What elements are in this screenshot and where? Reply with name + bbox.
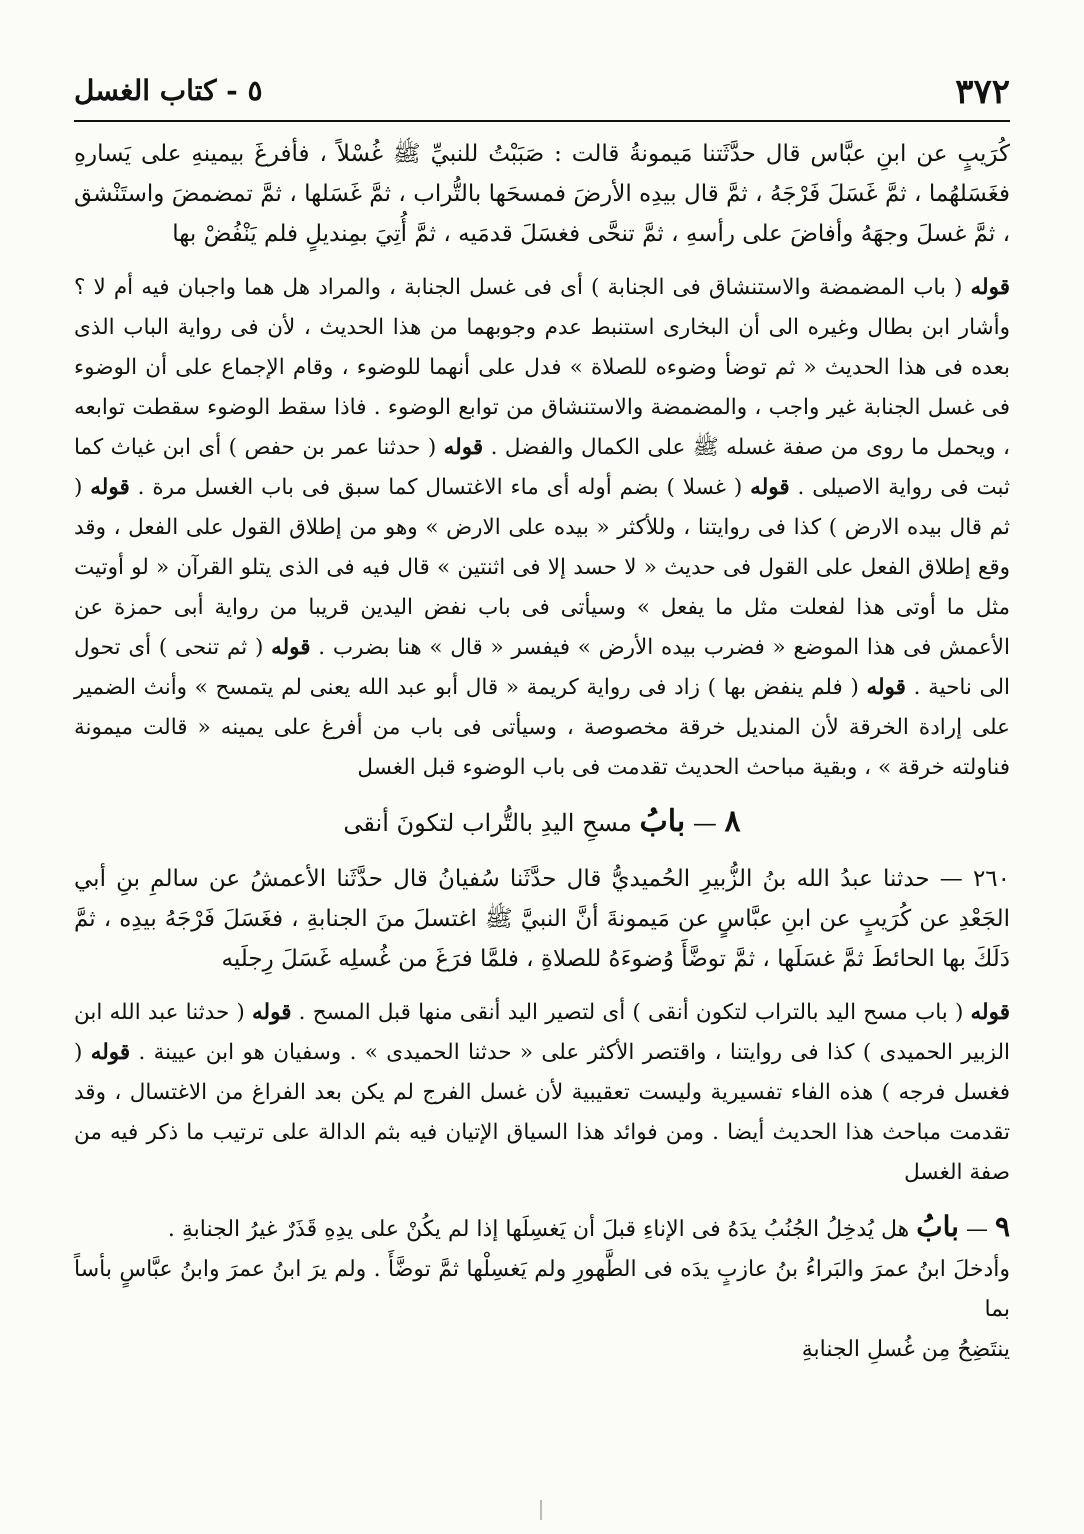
header-divider [74, 120, 1010, 122]
commentary-text: ( حدثنا عبد الله ابن الزبير الحميدى ) كذا فى روايتنا ، واقتصر الأكثر على « حدثنا الحميدى » . وسفيان هو ابن عيينة . [74, 1000, 1010, 1065]
chapter-bab-word: بابُ [916, 1210, 959, 1243]
commentary-text: ( باب مسح اليد بالتراب لتكون أنقى ) أى لتصير اليد أنقى منها قبل المسح . [291, 1000, 971, 1025]
commentary-text: ( حدثنا عمر بن حفص ) أى ابن غياث كما ثبت فى رواية الاصيلى . [74, 435, 1010, 500]
chapter-dash: — [965, 1217, 988, 1242]
chapter-9-line-2: وأدخلَ ابنُ عمرَ والبَراءُ بنُ عازبٍ يدَه فى الطَّهورِ ولم يَغسِلْها ثمَّ توضَّأَ . ولم يرَ ابنُ عمرَ وابنُ عبَّاسٍ بأساً بما [74, 1257, 1010, 1322]
chapter-heading-8 [74, 802, 1010, 843]
chapter-9-line-3: ينتَضِحُ مِن غُسلِ الجنابةِ [801, 1337, 1010, 1362]
chapter-bab-word: بابُ [639, 804, 686, 839]
running-chapter-title: ٥ - كتاب الغسل [74, 74, 263, 107]
qawluh-marker: قوله [90, 1040, 131, 1065]
qawluh-marker: قوله [970, 275, 1010, 300]
commentary-text: ( غسلا ) بضم أوله أى ماء الاغتسال كما سبق فى باب الغسل مرة . [129, 475, 751, 500]
qawluh-marker: قوله [750, 475, 790, 500]
commentary-text: ( ثم تنحى ) أى تحول الى ناحية . [74, 635, 1011, 700]
qawluh-marker: قوله [866, 675, 906, 700]
page-crease-mark [540, 1500, 542, 1520]
qawluh-marker: قوله [443, 435, 484, 460]
commentary-text: ( ثم قال بيده الارض ) كذا فى روايتنا ، وللأكثر « بيده على الارض » وهو من إطلاق القول على الفعل ، وقد وقع إطلاق الفعل على القول فى حديث « لا حسد إلا فى اثنتين » قال فيه فى الذى يتلو القرآن « لو أوتيت مثل ما أوتى هذا لفعلت مثل ما يفعل » وسيأتى فى باب نفض اليدين قريبا من رواية أبى حمزة عن الأعمش فى هذا الموضع « فضرب بيده الأرض » فيفسر « قال » هنا بضرب . [74, 475, 1010, 660]
chapter-9-line-1 [74, 1207, 1010, 1250]
commentary-text: ( باب المضمضة والاستنشاق فى الجنابة ) أى فى غسل الجنابة ، والمراد هل هما واجبان فيه أم لا ؟ وأشار ابن بطال وغيره الى أن البخارى استنبط عدم وجوبهما من هذا الحديث ، لأن فى رواية الباب الذى بعده فى هذا الحديث « ثم توضأ وضوءه للصلاة » فدل على أنهما للوضوء ، وقام الإجماع على أن الوضوء فى غسل الجنابة غير واجب ، والمضمضة والاستنشاق من توابع الوضوء . فاذا سقط الوضوء سقطت توابعه ، ويحمل ما روى من صفة غسله ﷺ على الكمال والفضل . [74, 275, 1010, 460]
hadith-260: ٢٦٠ — حدثنا عبدُ الله بنُ الزُّبيرِ الحُميديُّ قال حدَّثَنا سُفيانُ قال حدَّثَنا الأعمشُ عن سالمِ بنِ أبي الجَعْدِ عن كُرَيبٍ عن ابنِ عبَّاسٍ عن مَيمونةَ أنَّ النبيَّ ﷺ اغتسلَ منَ الجنابةِ ، فغَسَلَ فَرْجَهُ بيدِه ، ثمَّ دَلَكَ بها الحائطَ ثمَّ غسَلَها ، ثمَّ توضَّأَ وُضوءَهُ للصلاةِ ، فلمَّا فرَغَ من غُسلِه غَسَلَ رِجلَيه [74, 866, 1010, 972]
commentary-paragraph [74, 268, 1010, 788]
chapter-title: مسحِ اليدِ بالتُّراب لتكونَ أنقى [343, 809, 632, 837]
commentary-text: ( فغسل فرجه ) هذه الفاء تفسيرية وليست تعقيبية لأن غسل الفرج لم يكن بعد الفراغ من الاغتسال ، وقد تقدمت مباحث هذا الحديث أيضا . ومن فوائد هذا السياق الإتيان فيه بثم الدالة على ترتيب ما ذكر فيه من صفة الغسل [74, 1040, 1010, 1185]
commentary-paragraph-260 [74, 993, 1010, 1193]
qawluh-marker: قوله [271, 635, 311, 660]
chapter-number: ٩ [994, 1210, 1010, 1243]
qawluh-marker: قوله [252, 1000, 292, 1025]
page-header [74, 70, 1010, 116]
hadith-text: كُرَيبٍ عن ابنِ عبَّاس قال حدَّثَتنا مَيمونةُ قالت : صَبَبْتُ للنبيِّ ﷺ غُسْلاً ، فأفرغَ بيمينهِ على يَسارهِ فغَسَلهُما ، ثمَّ غَسَلَ فَرْجَهُ ، ثمَّ قال بيدِه الأرضَ فمسحَها بالتُّراب ، ثمَّ غَسَلها ، ثمَّ تمضمضَ واستَنْشق ، ثمَّ غسلَ وجهَهُ وأفاضَ على رأسهِ ، ثمَّ تنحَّى فغسَلَ قدمَيه ، ثمَّ أُتِيَ بمِنديلٍ فلم يَنْفُضْ بها [74, 141, 1010, 247]
chapter-heading-9 [74, 1207, 1010, 1370]
chapter-number: ٨ [724, 804, 741, 839]
commentary-text: ( فلم ينفض بها ) زاد فى رواية كريمة « قال أبو عبد الله يعنى لم يتمسح » وأنث الضمير على إرادة الخرقة لأن المنديل خرقة مخصوصة ، وسيأتى فى باب من أفرغ على يمينه « قالت ميمونة فناولته خرقة » ، وبقية مباحث الحديث تقدمت فى باب الوضوء قبل الغسل [74, 675, 1010, 780]
qawluh-marker: قوله [970, 1000, 1010, 1025]
qawluh-marker: قوله [90, 475, 130, 500]
page-body [74, 134, 1010, 1370]
chapter-dash: — [692, 809, 717, 837]
page-number: ٣٧٢ [955, 72, 1010, 112]
chapter-title: هل يُدخِلُ الجُنُبُ يدَهُ فى الإناءِ قبلَ أن يَغسِلَها إذا لم يكُنْ على يدِهِ قَذَرٌ غيرُ الجنابةِ . [167, 1217, 910, 1242]
